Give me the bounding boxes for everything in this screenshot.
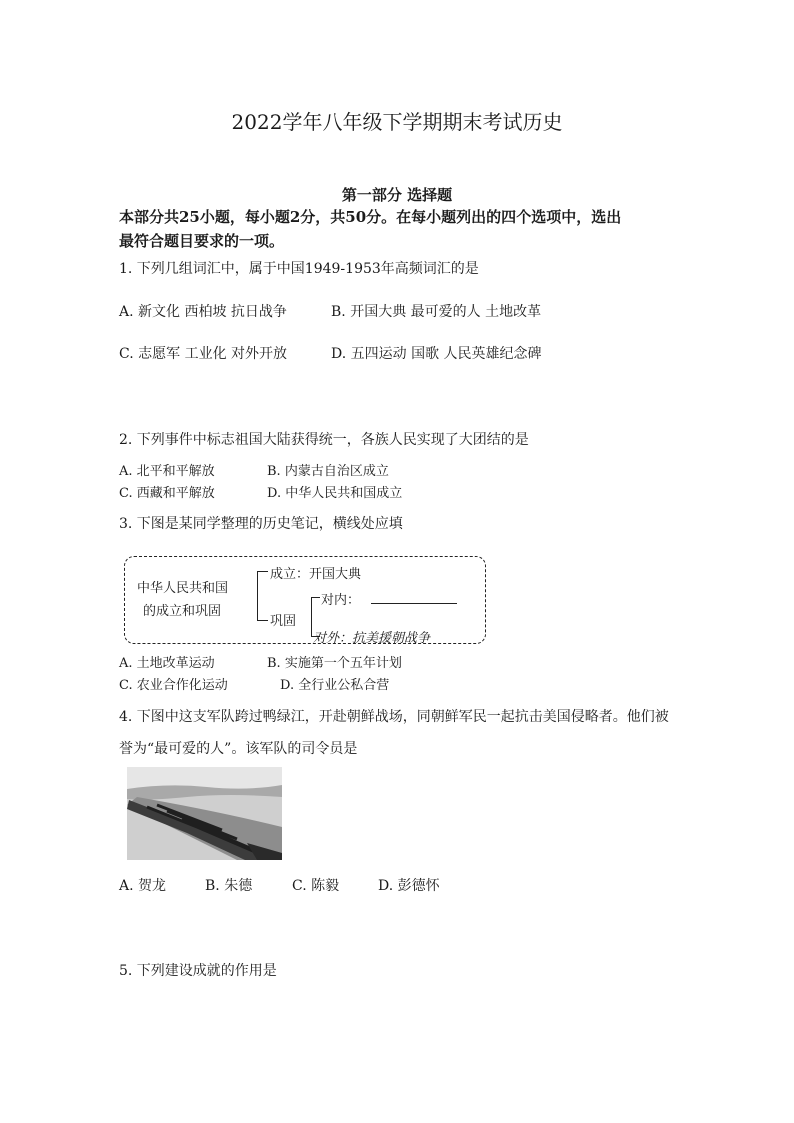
diagram-domestic: 对内： bbox=[321, 593, 361, 608]
section-heading: 第一部分 选择题 bbox=[341, 186, 453, 204]
question-2-option-c[interactable]: C. 西藏和平解放 bbox=[119, 486, 215, 501]
diagram-founding: 成立：开国大典 bbox=[270, 567, 362, 582]
question-2-stem: 2. 下列事件中标志祖国大陆获得统一，各族人民实现了大团结的是 bbox=[119, 432, 529, 448]
exam-title: 2022学年八年级下学期期末考试历史 bbox=[231, 110, 563, 134]
question-2-option-b[interactable]: B. 内蒙古自治区成立 bbox=[267, 464, 389, 479]
question-1-option-d[interactable]: D. 五四运动 国歌 人民英雄纪念碑 bbox=[331, 346, 542, 362]
diagram-root-line-2: 的成立和巩固 bbox=[143, 604, 222, 619]
section-instructions bbox=[119, 205, 621, 253]
diagram-main-brace bbox=[257, 571, 268, 621]
question-4-option-b[interactable]: B. 朱德 bbox=[205, 878, 253, 894]
question-3-option-b[interactable]: B. 实施第一个五年计划 bbox=[267, 656, 402, 671]
question-3-option-d[interactable]: D. 全行业公私合营 bbox=[280, 678, 390, 693]
question-3-option-c[interactable]: C. 农业合作化运动 bbox=[119, 678, 228, 693]
question-5-stem: 5. 下列建设成就的作用是 bbox=[119, 963, 277, 979]
instructions-line-2: 最符合题目要求的一项。 bbox=[119, 232, 285, 250]
diagram-consolidate: 巩固 bbox=[270, 614, 297, 629]
question-2-option-d[interactable]: D. 中华人民共和国成立 bbox=[267, 486, 403, 501]
history-notes-diagram bbox=[124, 556, 486, 644]
question-1-option-b[interactable]: B. 开国大典 最可爱的人 土地改革 bbox=[331, 304, 542, 320]
question-4-option-a[interactable]: A. 贺龙 bbox=[119, 878, 167, 894]
question-4-option-d[interactable]: D. 彭德怀 bbox=[378, 878, 440, 894]
troops-crossing-photo bbox=[127, 767, 282, 860]
question-1-option-c[interactable]: C. 志愿军 工业化 对外开放 bbox=[119, 346, 288, 362]
question-4-stem-line-1: 4. 下图中这支军队跨过鸭绿江，开赴朝鲜战场，同朝鲜军民一起抗击美国侵略者。他们被 bbox=[119, 709, 669, 725]
diagram-foreign: 对外：抗美援朝战争 bbox=[313, 631, 431, 646]
question-4-option-c[interactable]: C. 陈毅 bbox=[292, 878, 340, 894]
diagram-answer-blank bbox=[371, 603, 457, 604]
diagram-root-line-1: 中华人民共和国 bbox=[137, 581, 229, 596]
question-3-stem: 3. 下图是某同学整理的历史笔记，横线处应填 bbox=[119, 516, 403, 532]
question-4-stem-line-2: 誉为“最可爱的人”。该军队的司令员是 bbox=[119, 741, 358, 757]
instructions-line-1: 本部分共25小题，每小题2分，共50分。在每小题列出的四个选项中，选出 bbox=[119, 208, 622, 226]
question-1-option-a[interactable]: A. 新文化 西柏坡 抗日战争 bbox=[119, 304, 287, 320]
question-3-option-a[interactable]: A. 土地改革运动 bbox=[119, 656, 215, 671]
question-1-stem: 1. 下列几组词汇中，属于中国1949-1953年高频词汇的是 bbox=[119, 261, 479, 277]
question-2-option-a[interactable]: A. 北平和平解放 bbox=[119, 464, 215, 479]
